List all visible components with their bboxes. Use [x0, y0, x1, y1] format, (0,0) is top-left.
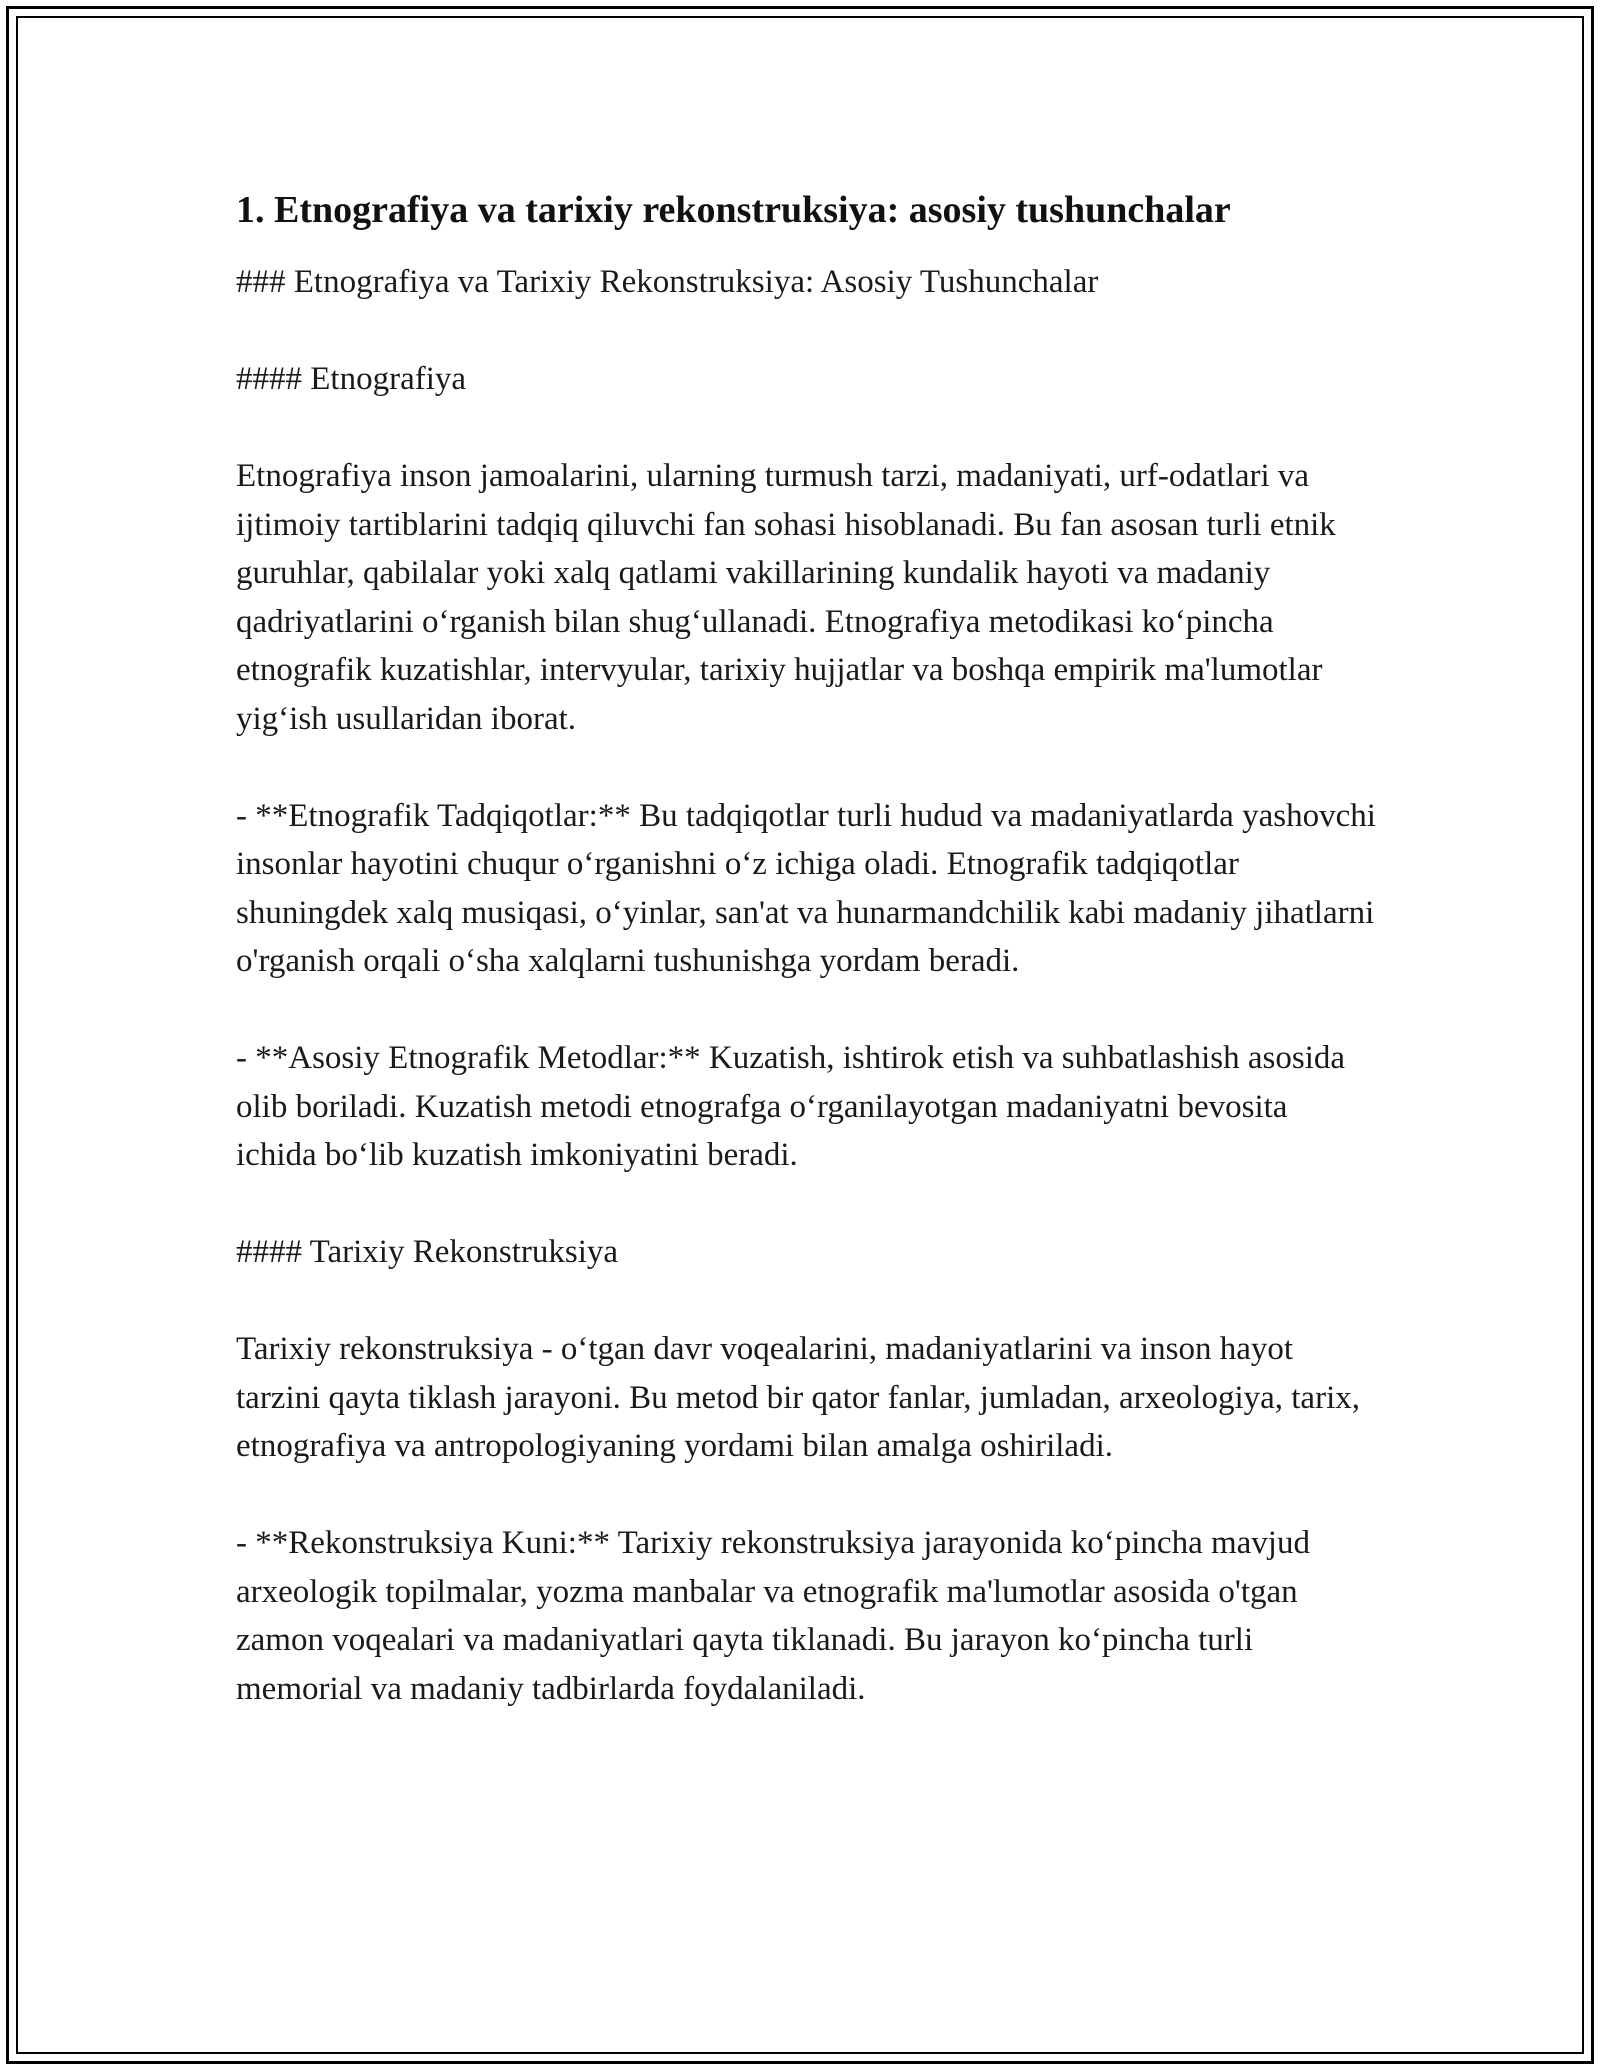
paragraph-etnografiya: Etnografiya inson jamoalarini, ularning turmush tarzi, madaniyati, urf-odatlari va ijtimoiy tartiblarini tadqiq qiluvchi fan sohasi hisoblanadi. Bu fan asosan turli etnik guruhlar, qabilalar yoki xalq qatlami vakillarining kundalik hayoti va madaniy qadriyatlarini o‘rganish bilan shug‘ullanadi. Etnografiya metodikasi ko‘pincha etnografik kuzatishlar, intervyular, tarixiy hujjatlar va boshqa empirik ma'lumotlar yig‘ish usullaridan iborat. — [236, 458, 1336, 737]
document-subtitle: ### Etnografiya va Tarixiy Rekonstruksiya: Asosiy Tushunchalar — [236, 264, 1099, 300]
paragraph-tarixiy-rekonstruksiya: Tarixiy rekonstruksiya - o‘tgan davr voqealarini, madaniyatlarini va inson hayot tarzini qayta tiklash jarayoni. Bu metod bir qator fanlar, jumladan, arxeologiya, tarix, etnografiya va antropologiyaning yordami bilan amalga oshiriladi. — [236, 1331, 1360, 1464]
document-body — [236, 186, 1376, 1762]
bullet-asosiy-metodlar: - **Asosiy Etnografik Metodlar:** Kuzatish, ishtirok etish va suhbatlashish asosida olib boriladi. Kuzatish metodi etnografga o‘rganilayotgan madaniyatni bevosita ichida bo‘lib kuzatish imkoniyatini beradi. — [236, 1040, 1346, 1173]
section-heading-etnografiya: #### Etnografiya — [236, 361, 467, 397]
document-title: 1. Etnografiya va tarixiy rekonstruksiya: asosiy tushunchalar — [236, 189, 1231, 231]
section-heading-tarixiy-rekonstruksiya: #### Tarixiy Rekonstruksiya — [236, 1234, 619, 1270]
bullet-rekonstruksiya-kuni: - **Rekonstruksiya Kuni:** Tarixiy rekonstruksiya jarayonida ko‘pincha mavjud arxeologik topilmalar, yozma manbalar va etnografik ma'lumotlar asosida o'tgan zamon voqealari va madaniyatlari qayta tiklanadi. Bu jarayon ko‘pincha turli memorial va madaniy tadbirlarda foydalaniladi. — [236, 1525, 1310, 1707]
bullet-etnografik-tadqiqotlar: - **Etnografik Tadqiqotlar:** Bu tadqiqotlar turli hudud va madaniyatlarda yashovchi insonlar hayotini chuqur o‘rganishni o‘z ichiga oladi. Etnografik tadqiqotlar shuningdek xalq musiqasi, o‘yinlar, san'at va hunarmandchilik kabi madaniy jihatlarni o'rganish orqali o‘sha xalqlarni tushunishga yordam beradi. — [236, 797, 1376, 979]
